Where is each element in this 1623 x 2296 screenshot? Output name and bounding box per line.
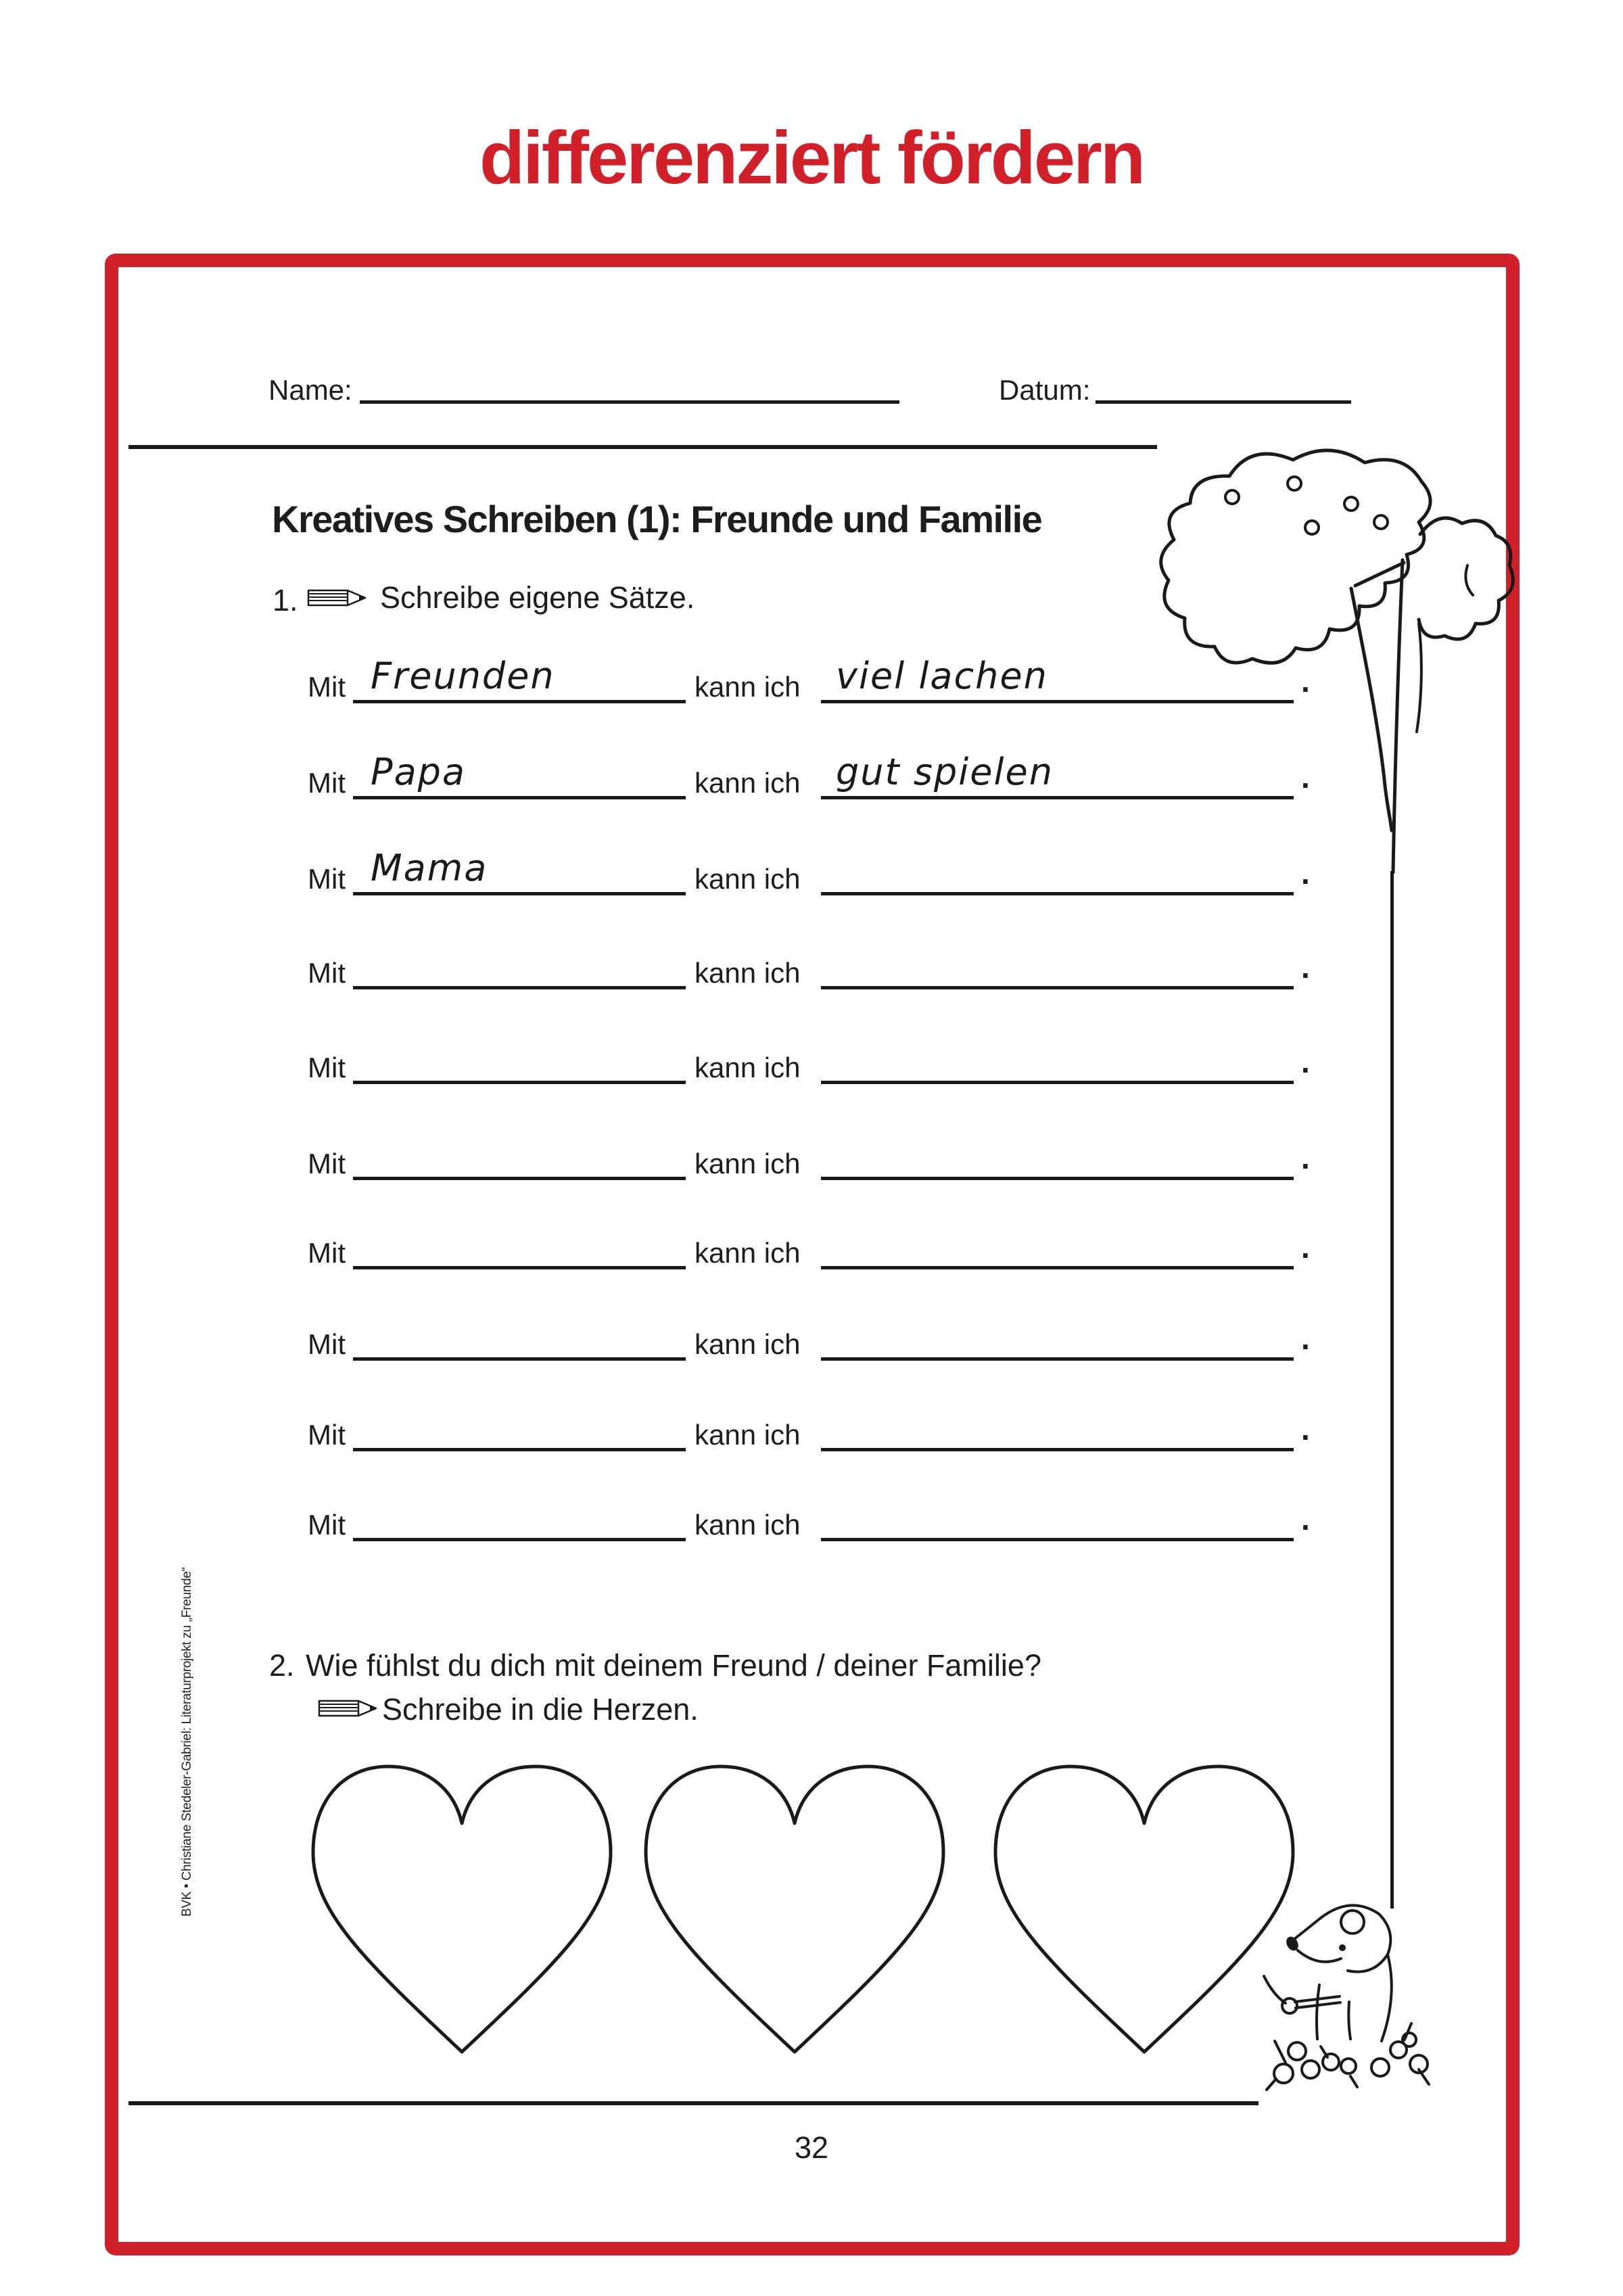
mit-label: Mit bbox=[308, 957, 346, 989]
name-label: Name: bbox=[268, 374, 352, 406]
tree-trunk-line bbox=[1390, 871, 1394, 1908]
kann-ich-label: kann ich bbox=[695, 1052, 801, 1083]
tree-doodle bbox=[1150, 433, 1515, 879]
kann-ich-label: kann ich bbox=[695, 1509, 801, 1541]
datum-label: Datum: bbox=[999, 374, 1091, 406]
handwritten-with: Freunden bbox=[371, 655, 555, 697]
writing-line bbox=[821, 1489, 1294, 1541]
pencil-icon bbox=[306, 586, 368, 610]
sentence-row bbox=[0, 1399, 1623, 1456]
page-number: 32 bbox=[794, 2130, 829, 2165]
kann-ich-label: kann ich bbox=[695, 1419, 801, 1451]
writing-line bbox=[353, 747, 686, 799]
kann-ich-label: kann ich bbox=[695, 671, 801, 703]
writing-line bbox=[353, 1308, 686, 1361]
kann-ich-label: kann ich bbox=[695, 767, 801, 799]
mit-label: Mit bbox=[308, 1148, 346, 1179]
task1-instruction: Schreibe eigene Sätze. bbox=[380, 580, 695, 615]
writing-line bbox=[353, 1489, 686, 1541]
mouse-doodle bbox=[1254, 1887, 1478, 2110]
task2-question: Wie fühlst du dich mit deinem Freund / deiner Familie? bbox=[306, 1648, 1041, 1683]
writing-line bbox=[353, 843, 686, 895]
sentence-row bbox=[0, 1489, 1623, 1546]
mit-label: Mit bbox=[308, 863, 346, 895]
kann-ich-label: kann ich bbox=[695, 1237, 801, 1269]
pencil-icon bbox=[316, 1696, 379, 1720]
mit-label: Mit bbox=[308, 1052, 346, 1083]
sentence-period: . bbox=[1301, 1501, 1310, 1537]
writing-line bbox=[821, 1399, 1294, 1451]
handwritten-can: viel lachen bbox=[836, 655, 1048, 697]
writing-line bbox=[821, 1217, 1294, 1269]
writing-line bbox=[353, 1127, 686, 1180]
datum-underline bbox=[1096, 371, 1351, 404]
handwritten-with: Papa bbox=[371, 751, 467, 793]
writing-line bbox=[353, 1217, 686, 1269]
writing-line bbox=[821, 937, 1294, 989]
sentence-row bbox=[0, 1308, 1623, 1365]
sentence-period: . bbox=[1301, 663, 1310, 699]
heart-outline bbox=[304, 1761, 619, 2057]
handwritten-can: gut spielen bbox=[836, 751, 1054, 793]
mit-label: Mit bbox=[308, 767, 346, 799]
sentence-row bbox=[0, 1217, 1623, 1274]
writing-line bbox=[353, 651, 686, 703]
sentence-period: . bbox=[1301, 950, 1310, 985]
header-separator-line bbox=[128, 445, 1157, 449]
mit-label: Mit bbox=[308, 671, 346, 703]
kann-ich-label: kann ich bbox=[695, 957, 801, 989]
handwritten-with: Mama bbox=[371, 847, 488, 889]
sentence-row bbox=[0, 1127, 1623, 1185]
page-title: differenziert fördern bbox=[479, 116, 1144, 200]
task2-instruction: Schreibe in die Herzen. bbox=[382, 1692, 699, 1727]
task2-number: 2. bbox=[269, 1648, 295, 1683]
writing-line bbox=[353, 937, 686, 989]
writing-line bbox=[821, 1127, 1294, 1180]
mit-label: Mit bbox=[308, 1509, 346, 1541]
mit-label: Mit bbox=[308, 1419, 346, 1451]
copyright-side-caption: BVK • Christiane Stedeler-Gabriel: Literaturprojekt zu „Freunde“ bbox=[180, 1567, 194, 1917]
sentence-period: . bbox=[1301, 856, 1310, 891]
writing-line bbox=[353, 1399, 686, 1451]
sentence-row bbox=[0, 937, 1623, 994]
kann-ich-label: kann ich bbox=[695, 1328, 801, 1360]
sentence-period: . bbox=[1301, 1140, 1310, 1175]
kann-ich-label: kann ich bbox=[695, 863, 801, 895]
sentence-period: . bbox=[1301, 1321, 1310, 1356]
sentence-period: . bbox=[1301, 1044, 1310, 1079]
sentence-period: . bbox=[1301, 1229, 1310, 1265]
sentence-row bbox=[0, 1031, 1623, 1089]
mit-label: Mit bbox=[308, 1328, 346, 1360]
task1-number: 1. bbox=[273, 583, 298, 617]
name-underline bbox=[360, 371, 899, 404]
mit-label: Mit bbox=[308, 1237, 346, 1269]
kann-ich-label: kann ich bbox=[695, 1148, 801, 1179]
writing-line bbox=[821, 1031, 1294, 1084]
sentence-period: . bbox=[1301, 1411, 1310, 1447]
worksheet-heading: Kreatives Schreiben (1): Freunde und Familie bbox=[272, 498, 1042, 540]
sentence-period: . bbox=[1301, 759, 1310, 795]
heart-outline bbox=[637, 1761, 952, 2057]
footer-separator-line bbox=[128, 2101, 1259, 2105]
writing-line bbox=[821, 1308, 1294, 1361]
writing-line bbox=[353, 1031, 686, 1084]
